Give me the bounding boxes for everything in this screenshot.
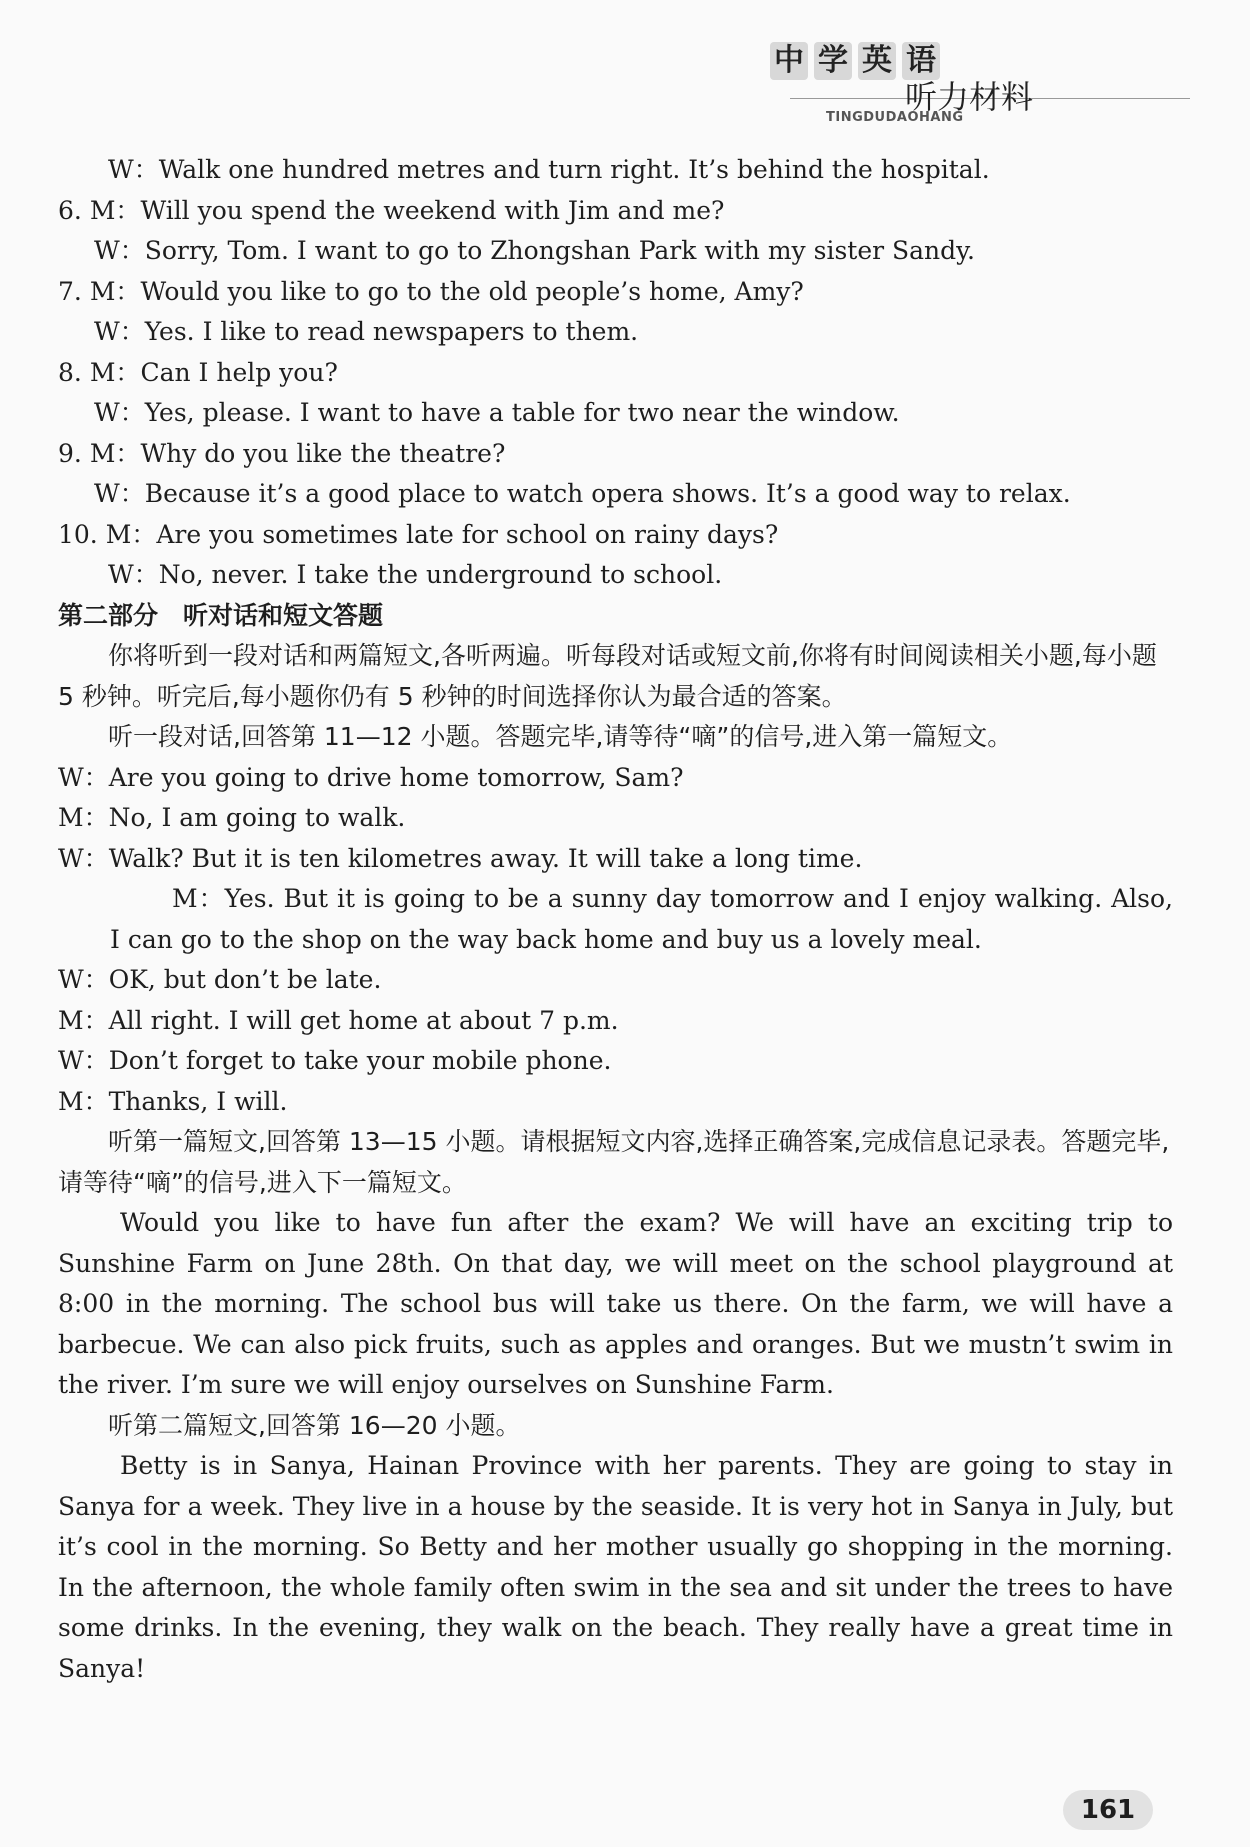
passage2-text: Betty is in Sanya, Hainan Province with her parents. They are going to stay in Sanya for a week. They live in a house by the seaside. It is very hot in Sanya in July, but it’s cool in the morning. So Betty and her mother usually go shopping in the morning. In the afternoon, the whole family often swim in the sea and sit under the trees to have some drinks. In the evening, they walk on the beach. They really have a great time in Sanya! bbox=[58, 1451, 1173, 1683]
page-header bbox=[760, 34, 1200, 124]
dialogue-line: W：Sorry, Tom. I want to go to Zhongshan Park with my sister Sandy. bbox=[94, 236, 975, 265]
dialogue-line: M：All right. I will get home at about 7 p.m. bbox=[58, 1005, 619, 1035]
page-number: 161 bbox=[1063, 1790, 1153, 1830]
instructions: 你将听到一段对话和两篇短文,各听两遍。听每段对话或短文前,你将有时间阅读相关小题,每小题 5 秒钟。听完后,每小题你仍有 5 秒钟的时间选择你认为最合适的答案。 bbox=[58, 641, 1157, 711]
dialogue-line: W：Walk one hundred metres and turn right. It’s behind the hospital. bbox=[108, 155, 990, 184]
dialogue-line: W：Yes. I like to read newspapers to them. bbox=[94, 317, 639, 346]
dialogue-line: M：Thanks, I will. bbox=[58, 1086, 288, 1116]
dialogue-line: W：Yes, please. I want to have a table for two near the window. bbox=[94, 398, 900, 427]
question-line: 10. M：Are you sometimes late for school on rainy days? bbox=[58, 519, 779, 549]
dialogue-line: W：Are you going to drive home tomorrow, Sam? bbox=[58, 762, 684, 792]
dialogue-intro: 听一段对话,回答第 11—12 小题。答题完毕,请等待“嘀”的信号,进入第一篇短文。 bbox=[108, 722, 1013, 751]
passage1-intro: 听第一篇短文,回答第 13—15 小题。请根据短文内容,选择正确答案,完成信息记录表。答题完毕,请等待“嘀”的信号,进入下一篇短文。 bbox=[58, 1127, 1170, 1197]
section-title: 第二部分 听对话和短文答题 bbox=[58, 600, 384, 630]
passage2-intro: 听第二篇短文,回答第 16—20 小题。 bbox=[108, 1410, 521, 1440]
dialogue-line: W：Because it’s a good place to watch opera shows. It’s a good way to relax. bbox=[94, 479, 1071, 508]
page-content bbox=[58, 150, 1173, 1689]
dialogue-line: M：Yes. But it is going to be a sunny day tomorrow and I enjoy walking. Also, I can go to the shop on the way back home and buy us a lovely meal. bbox=[110, 884, 1173, 954]
header-title-char: 中 bbox=[770, 42, 808, 80]
question-line: 9. M：Why do you like the theatre? bbox=[58, 438, 506, 468]
dialogue-line: M：No, I am going to walk. bbox=[58, 803, 406, 832]
question-line: 7. M：Would you like to go to the old people’s home, Amy? bbox=[58, 276, 804, 306]
header-title-char: 英 bbox=[858, 42, 896, 80]
question-line: 6. M：Will you spend the weekend with Jim and me? bbox=[58, 195, 725, 225]
header-title-char: 语 bbox=[902, 42, 940, 80]
header-subtitle: 听力材料 bbox=[905, 78, 1034, 116]
dialogue-line: W：OK, but don’t be late. bbox=[58, 965, 382, 994]
dialogue-line: W：Don’t forget to take your mobile phone. bbox=[58, 1046, 612, 1075]
dialogue-line: W：No, never. I take the underground to school. bbox=[108, 560, 723, 589]
header-pinyin: TINGDUDAOHANG bbox=[826, 110, 964, 125]
dialogue-line: W：Walk? But it is ten kilometres away. It will take a long time. bbox=[58, 843, 863, 873]
question-line: 8. M：Can I help you? bbox=[58, 357, 338, 387]
passage1-text: Would you like to have fun after the exam? We will have an exciting trip to Sunshine Farm on June 28th. On that day, we will meet on the school playground at 8:00 in the morning. The school bus will take us there. On the farm, we will have a barbecue. We can also pick fruits, such as apples and oranges. But we mustn’t swim in the river. I’m sure we will enjoy ourselves on Sunshine Farm. bbox=[58, 1208, 1173, 1399]
header-title-char: 学 bbox=[814, 42, 852, 80]
